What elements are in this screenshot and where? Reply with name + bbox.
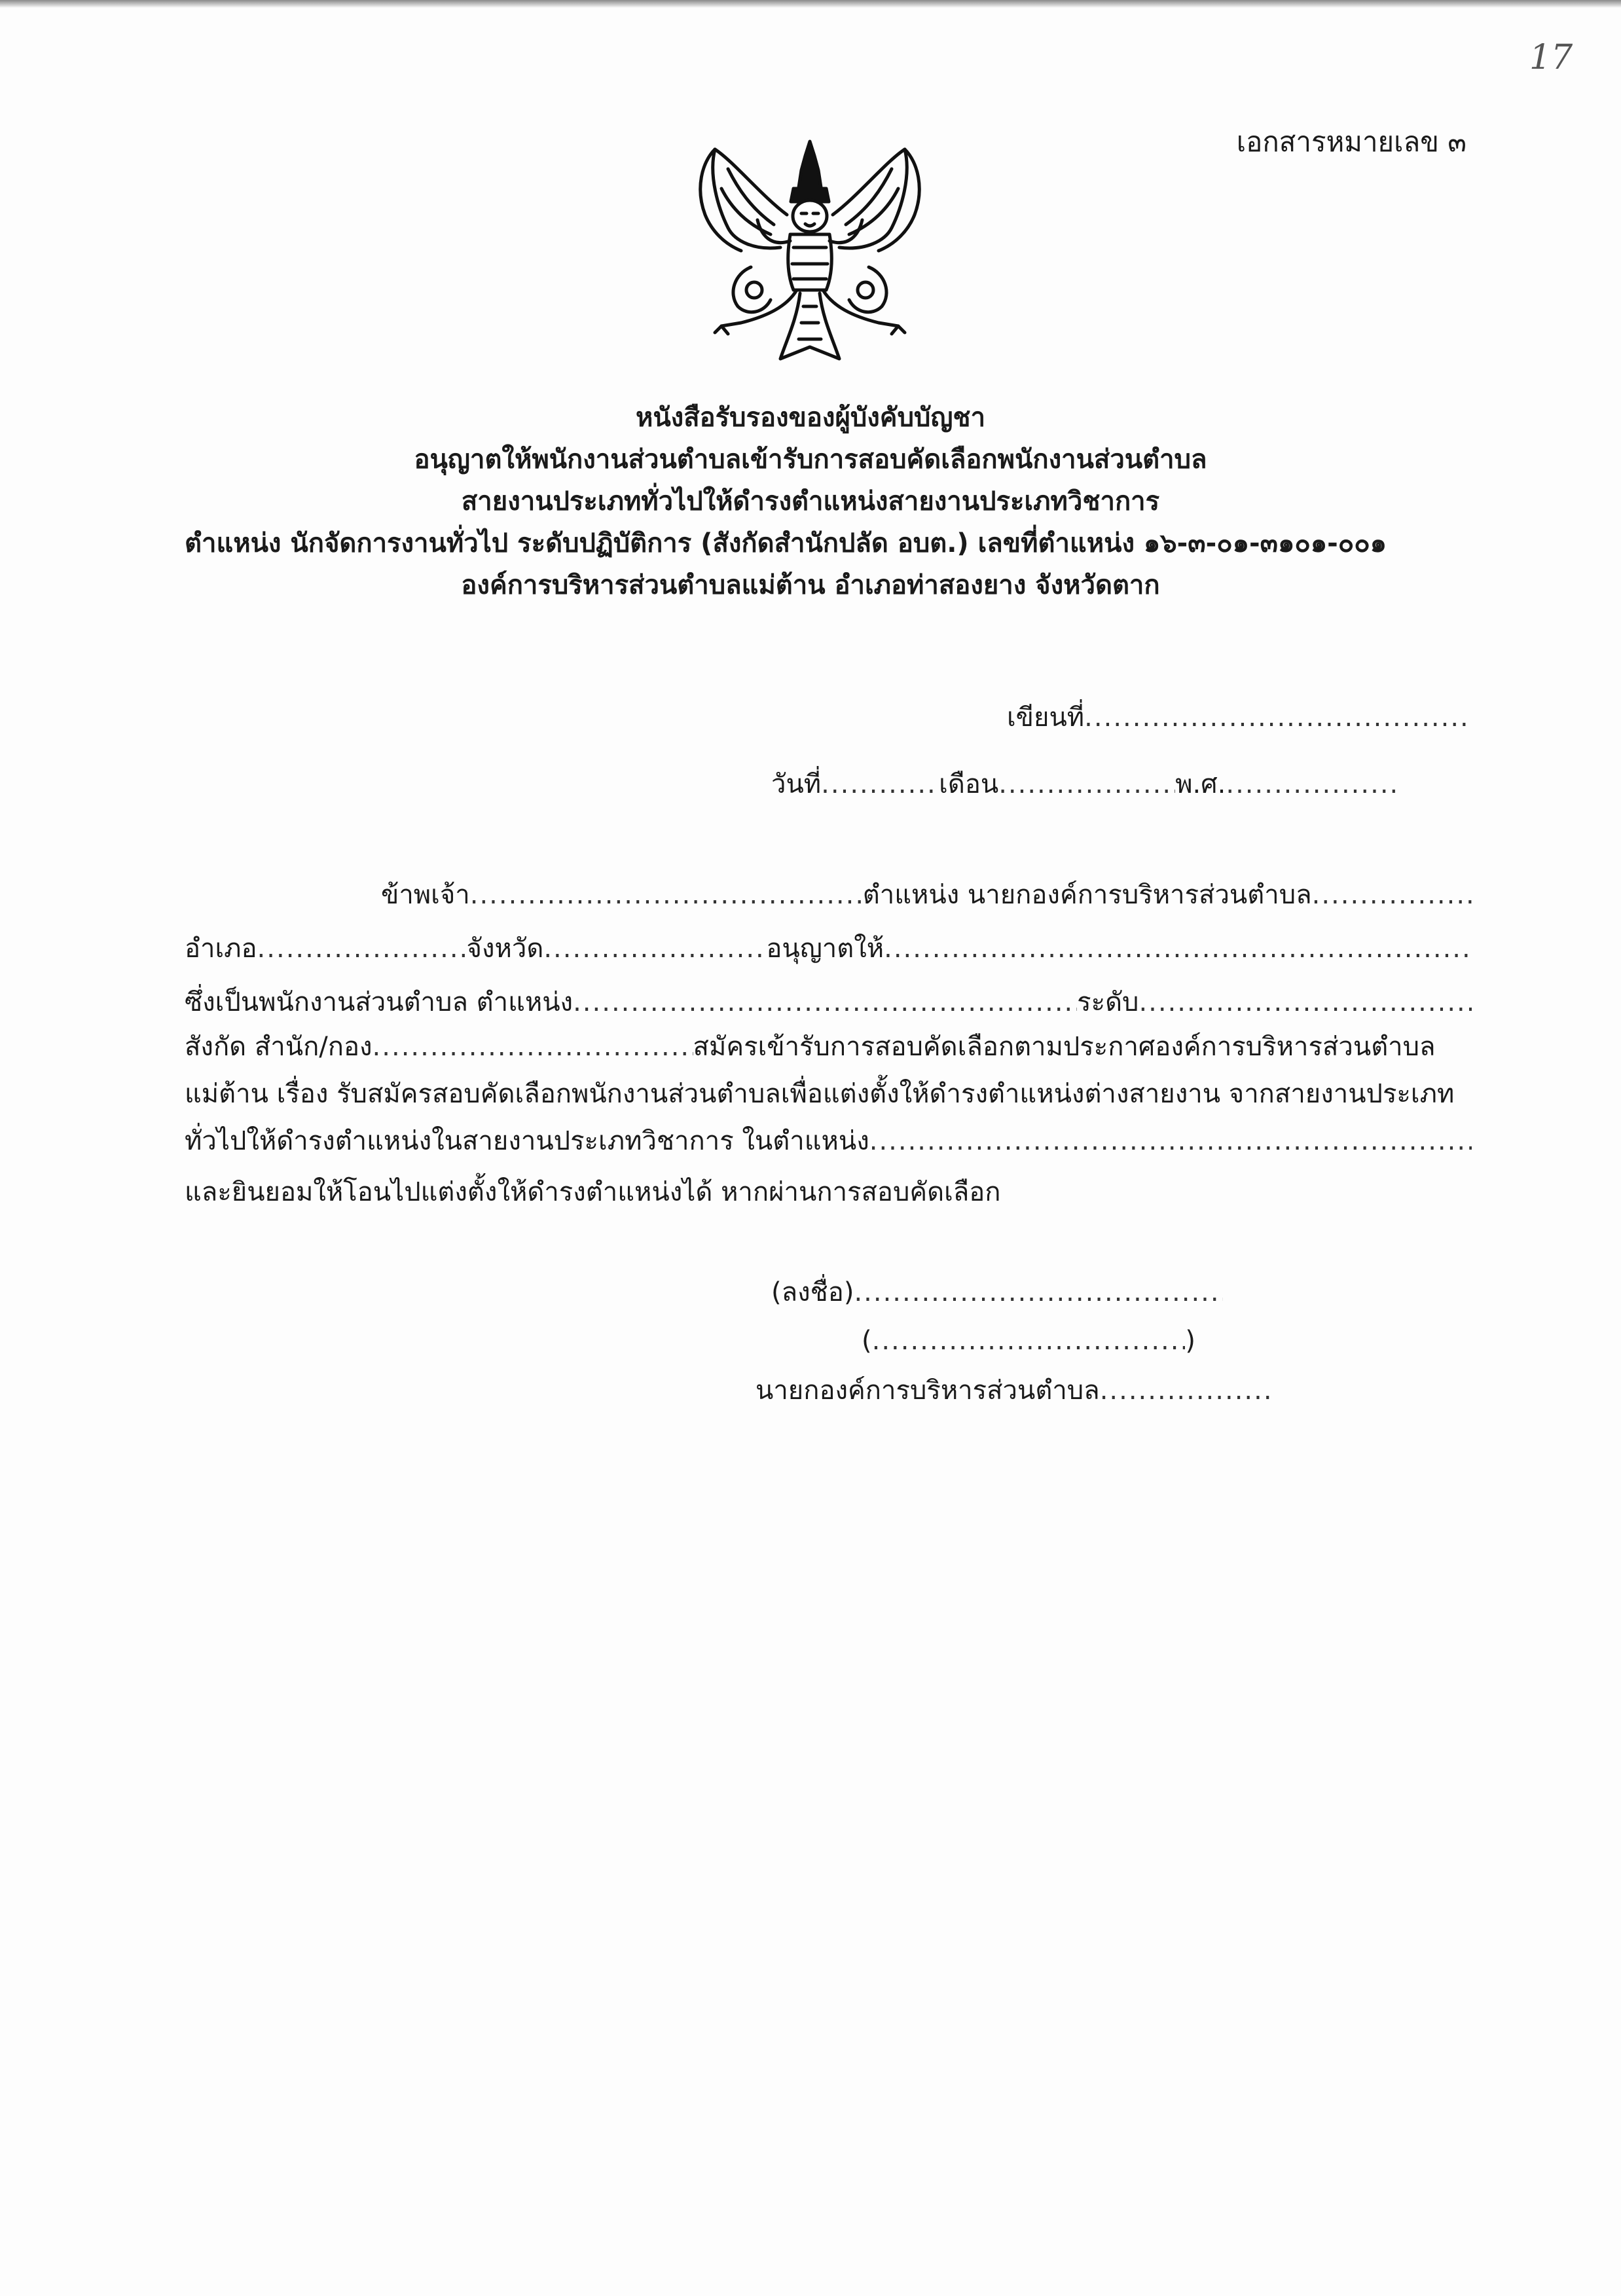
body-l6-a: ทั่วไปให้ดำรงตำแหน่งในสายงานประเภทวิชาการ ในตำแหน่ง [185,1126,869,1156]
body-l4-b: สมัครเข้ารับการสอบคัดเลือกตามประกาศองค์การบริหารส่วนตำบล [693,1032,1436,1062]
signature-line [771,1273,1223,1312]
heading-line-2: อนุญาตให้พนักงานส่วนตำบลเข้ารับการสอบคัดเลือกพนักงานส่วนตำบล [414,445,1207,475]
signature-field[interactable] [854,1273,1223,1312]
written-at-label: เขียนที่ [1007,702,1085,733]
body-l2-a: อำเภอ [185,934,257,964]
body-l7: และยินยอมให้โอนไปแต่งตั้งให้ดำรงตำแหน่งได้ หากผ่านการสอบคัดเลือก [185,1177,1001,1207]
signature-label: (ลงชื่อ) [771,1277,854,1307]
body-line-1 [185,875,1472,915]
body-l2-b: จังหวัด [466,934,544,964]
month-field[interactable] [998,765,1175,804]
day-field[interactable] [821,765,939,804]
year-label: พ.ศ. [1175,769,1226,799]
province-field[interactable] [543,928,766,969]
permitted-person-field[interactable] [884,928,1472,969]
page-number: 17 [1529,38,1573,77]
body-l2-c: อนุญาตให้ [766,934,884,964]
body-line-5 [185,1074,1472,1114]
district-field[interactable] [257,928,467,969]
heading-line-3: สายงานประเภททั่วไปให้ดำรงตำแหน่งสายงานประเภทวิชาการ [461,486,1160,517]
body-line-6 [185,1121,1472,1161]
body-line-3 [185,982,1472,1023]
written-at-line [1007,698,1472,737]
written-at-field[interactable] [1084,698,1472,737]
heading-position: ตำแหน่ง นักจัดการงานทั่วไป ระดับปฏิบัติการ (สังกัดสำนักปลัด อบต.) เลขที่ตำแหน่ง ๑๖-๓-๐๑-๓๑๐๑-๐๐๑ [185,528,1387,558]
organization-field[interactable] [1312,875,1472,915]
scan-edge [0,0,1621,8]
signer-organization-field[interactable] [1100,1371,1270,1410]
heading-title: หนังสือรับรองของผู้บังคับบัญชา [635,403,986,433]
body-line-4 [185,1027,1472,1067]
open-paren: ( [862,1326,872,1356]
body-l1-a: ข้าพเจ้า [381,880,470,910]
body-l3-a: ซึ่งเป็นพนักงานส่วนตำบล ตำแหน่ง [185,987,574,1017]
signer-name-field[interactable] [872,1321,1186,1360]
body-l4-a: สังกัด สำนัก/กอง [185,1032,373,1062]
garuda-emblem-icon [689,136,931,367]
document-heading [0,397,1621,606]
body-line-2 [185,928,1472,969]
body-line-7 [185,1172,1472,1212]
name-field[interactable] [470,875,863,915]
division-field[interactable] [373,1027,693,1067]
month-label: เดือน [939,769,999,799]
date-line [771,765,1398,804]
current-position-field[interactable] [573,982,1077,1023]
body-l5: แม่ต้าน เรื่อง รับสมัครสอบคัดเลือกพนักงานส่วนตำบลเพื่อแต่งตั้งให้ดำรงตำแหน่งต่างสายงาน จากสายงานประเภท [185,1079,1455,1109]
applied-position-field[interactable] [869,1121,1472,1161]
day-label: วันที่ [771,769,822,799]
level-field[interactable] [1138,982,1472,1023]
year-field[interactable] [1226,765,1398,804]
heading-organization: องค์การบริหารส่วนตำบลแม่ต้าน อำเภอท่าสองยาง จังหวัดตาก [461,570,1160,600]
body-l3-b: ระดับ [1077,987,1139,1017]
body-l1-b: ตำแหน่ง นายกองค์การบริหารส่วนตำบล [862,880,1312,910]
signer-title-label: นายกองค์การบริหารส่วนตำบล [756,1376,1100,1406]
close-paren: ) [1185,1326,1195,1356]
signer-name-line [862,1321,1195,1360]
document-number: เอกสารหมายเลข ๓ [1236,126,1466,158]
signer-title-line [756,1371,1270,1410]
